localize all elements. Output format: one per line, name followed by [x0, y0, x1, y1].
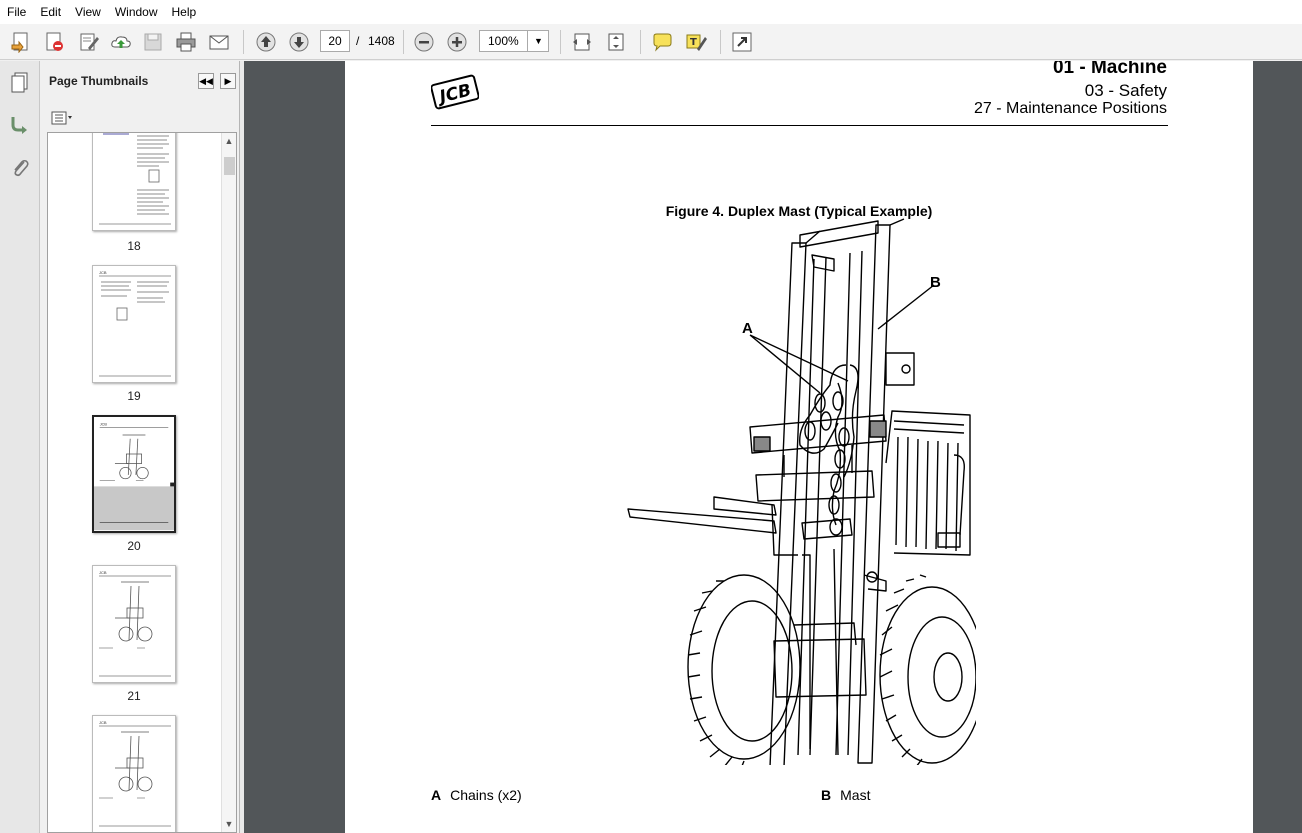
page-thumbnail-18[interactable]: [92, 132, 176, 231]
legend-item-a: [431, 787, 522, 803]
legend-key-a: A: [431, 787, 442, 803]
page-separator: /: [356, 34, 360, 48]
zoom-in-icon[interactable]: [444, 29, 470, 55]
page-number-input[interactable]: 20: [320, 30, 350, 52]
svg-text:JCB: JCB: [99, 570, 107, 575]
thumbnail-label-20: 20: [127, 539, 141, 553]
callout-label-a: A: [742, 320, 753, 337]
thumbnail-label-21: 21: [127, 689, 141, 703]
menu-window[interactable]: Window: [114, 5, 158, 19]
menu-view[interactable]: View: [75, 5, 101, 19]
highlight-text-icon[interactable]: [683, 29, 709, 55]
pdf-page: [345, 61, 1253, 833]
page-thumbnail-20[interactable]: [92, 415, 176, 533]
thumbnail-list[interactable]: [47, 132, 237, 833]
page-thumbnail-22[interactable]: [92, 715, 176, 833]
scrollbar-thumb[interactable]: [224, 157, 235, 175]
svg-text:JCB: JCB: [437, 80, 474, 108]
section-heading: 01 - Machine: [1052, 61, 1167, 78]
svg-text:JCB: JCB: [99, 422, 107, 427]
menu-file[interactable]: File: [7, 5, 27, 19]
toolbar: [0, 24, 1302, 60]
legend-item-b: [821, 787, 870, 803]
thumbnail-label-19: 19: [127, 389, 141, 403]
thumbnail-scrollbar[interactable]: [221, 133, 236, 832]
combine-files-icon[interactable]: [42, 29, 68, 55]
attachments-icon[interactable]: [7, 155, 33, 181]
zoom-level-input[interactable]: 100%: [479, 30, 549, 52]
page-thumbnail-21[interactable]: [92, 565, 176, 683]
menu-help[interactable]: Help: [171, 5, 197, 19]
callout-label-b: B: [930, 274, 941, 291]
legend-text-b: Mast: [840, 787, 871, 803]
edit-document-icon[interactable]: [76, 29, 102, 55]
zoom-out-icon[interactable]: [411, 29, 437, 55]
page-thumbnail-19[interactable]: [92, 265, 176, 383]
svg-text:JCB: JCB: [99, 270, 107, 275]
save-icon[interactable]: [140, 29, 166, 55]
thumbnails-panel: [40, 61, 240, 833]
fit-page-icon[interactable]: [603, 29, 629, 55]
menu-bar: [0, 0, 1302, 24]
legend-key-b: B: [821, 787, 832, 803]
fit-width-icon[interactable]: [569, 29, 595, 55]
zoom-dropdown-icon[interactable]: ▼: [527, 30, 549, 52]
panel-title: Page Thumbnails: [49, 74, 149, 88]
svg-text:T: T: [690, 37, 697, 48]
thumbnail-label-18: 18: [127, 239, 141, 253]
print-icon[interactable]: [173, 29, 199, 55]
collapse-panel-icon[interactable]: ◀◀: [198, 73, 214, 89]
navigation-pane-strip: [0, 61, 40, 833]
document-viewer[interactable]: [244, 61, 1302, 833]
total-pages: 1408: [368, 34, 395, 48]
subsection-heading: 03 - Safety: [1084, 81, 1167, 100]
duplex-mast-forklift-illustration: [624, 215, 976, 765]
next-page-icon[interactable]: [286, 29, 312, 55]
legend-text-a: Chains (x2): [450, 787, 522, 803]
thumbnails-panel-header: [40, 61, 240, 101]
panel-menu-icon[interactable]: ▶: [220, 73, 236, 89]
figure-title: Figure 4. Duplex Mast (Typical Example): [665, 203, 933, 219]
thumbnail-options-icon[interactable]: [48, 109, 76, 127]
header-rule: [431, 125, 1168, 126]
jcb-logo: [431, 73, 479, 111]
comment-icon[interactable]: [649, 29, 675, 55]
upload-cloud-icon[interactable]: [108, 29, 134, 55]
links-icon[interactable]: [7, 111, 33, 137]
svg-text:JCB: JCB: [99, 720, 107, 725]
previous-page-icon[interactable]: [253, 29, 279, 55]
scroll-up-icon[interactable]: ▲: [224, 136, 234, 146]
topic-heading: 27 - Maintenance Positions: [974, 100, 1167, 117]
create-pdf-icon[interactable]: [8, 29, 34, 55]
email-icon[interactable]: [206, 29, 232, 55]
scroll-down-icon[interactable]: ▼: [224, 819, 234, 829]
menu-edit[interactable]: Edit: [40, 5, 62, 19]
page-thumbnails-icon[interactable]: [7, 69, 33, 95]
expand-icon[interactable]: [729, 29, 755, 55]
